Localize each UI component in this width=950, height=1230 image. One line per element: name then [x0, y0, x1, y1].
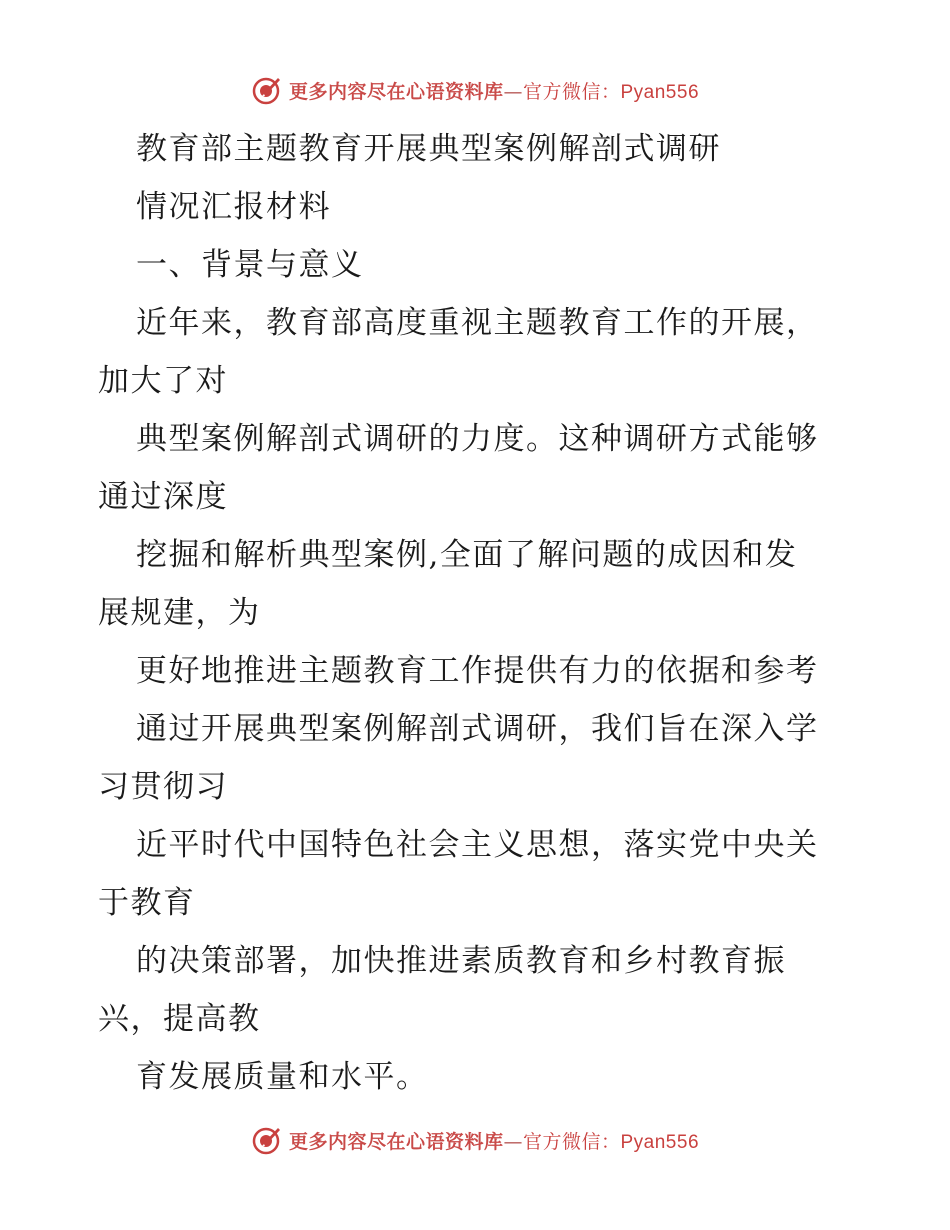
paragraph-line: 展规建，为: [98, 595, 261, 631]
paragraph-line: 加大了对: [98, 363, 228, 399]
paragraph-line: 育发展质量和水平。: [136, 1059, 429, 1095]
doc-title-line-1: 教育部主题教育开展典型案例解剖式调研: [136, 131, 721, 167]
watermark-dash: —: [503, 80, 523, 103]
section-heading: 一、背景与意义: [136, 247, 364, 283]
doc-title-line-2: 情况汇报材料: [136, 189, 331, 225]
paragraph-line: 近平时代中国特色社会主义思想，落实党中央关: [136, 827, 819, 863]
paragraph-line: 挖掘和解析典型案例,全面了解问题的成因和发: [136, 537, 798, 573]
watermark-wechat-id: Pyan556: [620, 1131, 700, 1153]
paragraph-line: 近年来，教育部高度重视主题教育工作的开展，: [136, 305, 819, 341]
quill-logo-icon: [251, 74, 283, 106]
paragraph-line: 通过开展典型案例解剖式调研，我们旨在深入学: [136, 711, 819, 747]
watermark-dash: —: [503, 1130, 523, 1153]
watermark-site: 更多内容尽在心语资料库: [288, 80, 504, 103]
quill-logo-icon: [251, 1124, 283, 1156]
header-watermark: [0, 70, 950, 110]
watermark-wechat-label: 官方微信：: [522, 80, 621, 103]
footer-watermark: [0, 1120, 950, 1160]
watermark-text: [289, 1127, 699, 1154]
watermark-site: 更多内容尽在心语资料库: [288, 1130, 504, 1153]
paragraph-line: 通过深度: [98, 479, 228, 515]
paragraph-line: 更好地推进主题教育工作提供有力的依据和参考: [136, 653, 819, 689]
paragraph-line: 的决策部署，加快推进素质教育和乡村教育振: [136, 943, 786, 979]
watermark-wechat-label: 官方微信：: [522, 1130, 621, 1153]
watermark-text: [289, 77, 699, 104]
paragraph-line: 典型案例解剖式调研的力度。这种调研方式能够: [136, 421, 819, 457]
watermark-wechat-id: Pyan556: [620, 81, 700, 103]
document-body: [98, 120, 858, 1106]
paragraph-line: 于教育: [98, 885, 196, 921]
paragraph-line: 兴，提高教: [98, 1001, 261, 1037]
paragraph-line: 习贯彻习: [98, 769, 228, 805]
